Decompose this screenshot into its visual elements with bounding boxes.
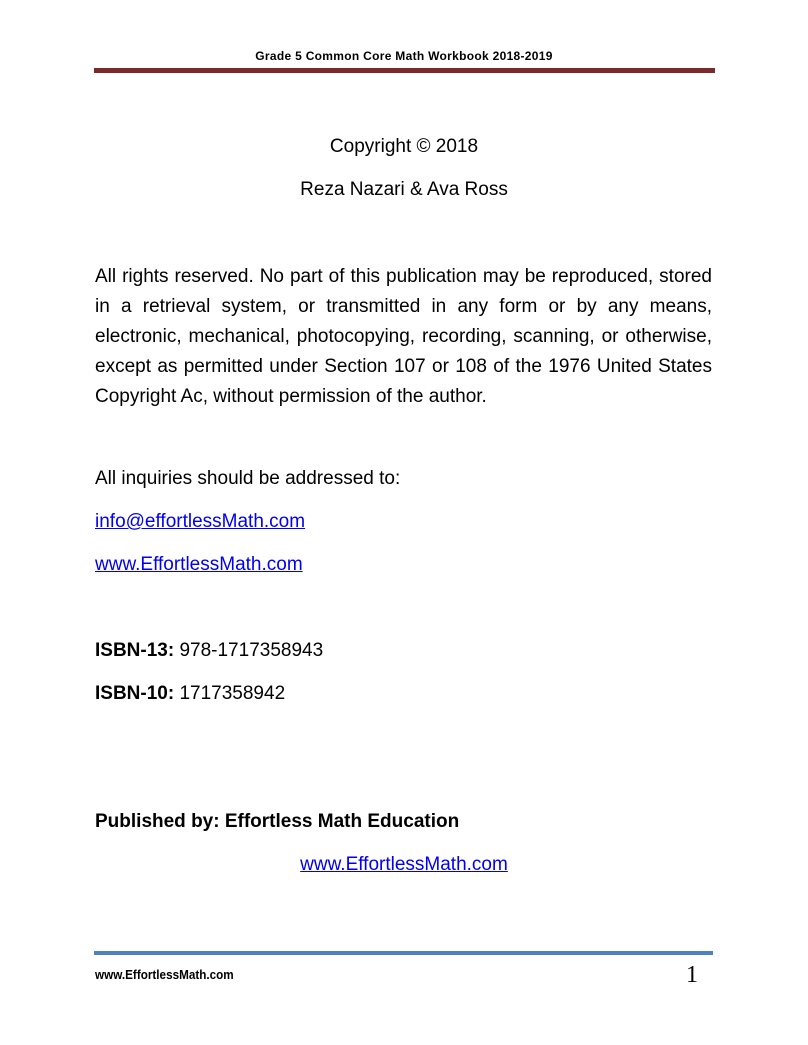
header-rule bbox=[94, 68, 715, 73]
isbn13-line bbox=[95, 640, 323, 662]
running-header-title: Grade 5 Common Core Math Workbook 2018-2019 bbox=[255, 49, 553, 63]
authors-line: Reza Nazari & Ava Ross bbox=[300, 179, 508, 200]
footer-rule bbox=[94, 951, 713, 955]
publisher-label: Published by: Effortless Math Education bbox=[95, 811, 460, 832]
page-number: 1 bbox=[686, 962, 698, 988]
isbn13-value: 978-1717358943 bbox=[174, 640, 324, 661]
rights-paragraph: All rights reserved. No part of this publication may be reproduced, stored in a retrieval system, or transmitted in any form or by any means, electronic, mechanical, photocopying, recording, scanning, or otherwise, except as permitted under Section 107 or 108 of the 1976 United States Copyright Ac, without permission of the author. bbox=[95, 266, 712, 407]
website-link[interactable]: www.EffortlessMath.com bbox=[95, 554, 303, 575]
isbn10-line bbox=[95, 683, 285, 705]
copyright-line: Copyright © 2018 bbox=[329, 136, 479, 157]
isbn13-label: ISBN-13: bbox=[95, 640, 175, 661]
isbn10-value: 1717358942 bbox=[174, 683, 286, 704]
publisher-website-link[interactable]: www.EffortlessMath.com bbox=[300, 854, 508, 875]
email-link[interactable]: info@effortlessMath.com bbox=[95, 511, 306, 532]
inquiries-intro: All inquiries should be addressed to: bbox=[95, 468, 401, 489]
isbn10-label: ISBN-10: bbox=[95, 683, 175, 704]
footer-site: www.EffortlessMath.com bbox=[95, 967, 234, 982]
